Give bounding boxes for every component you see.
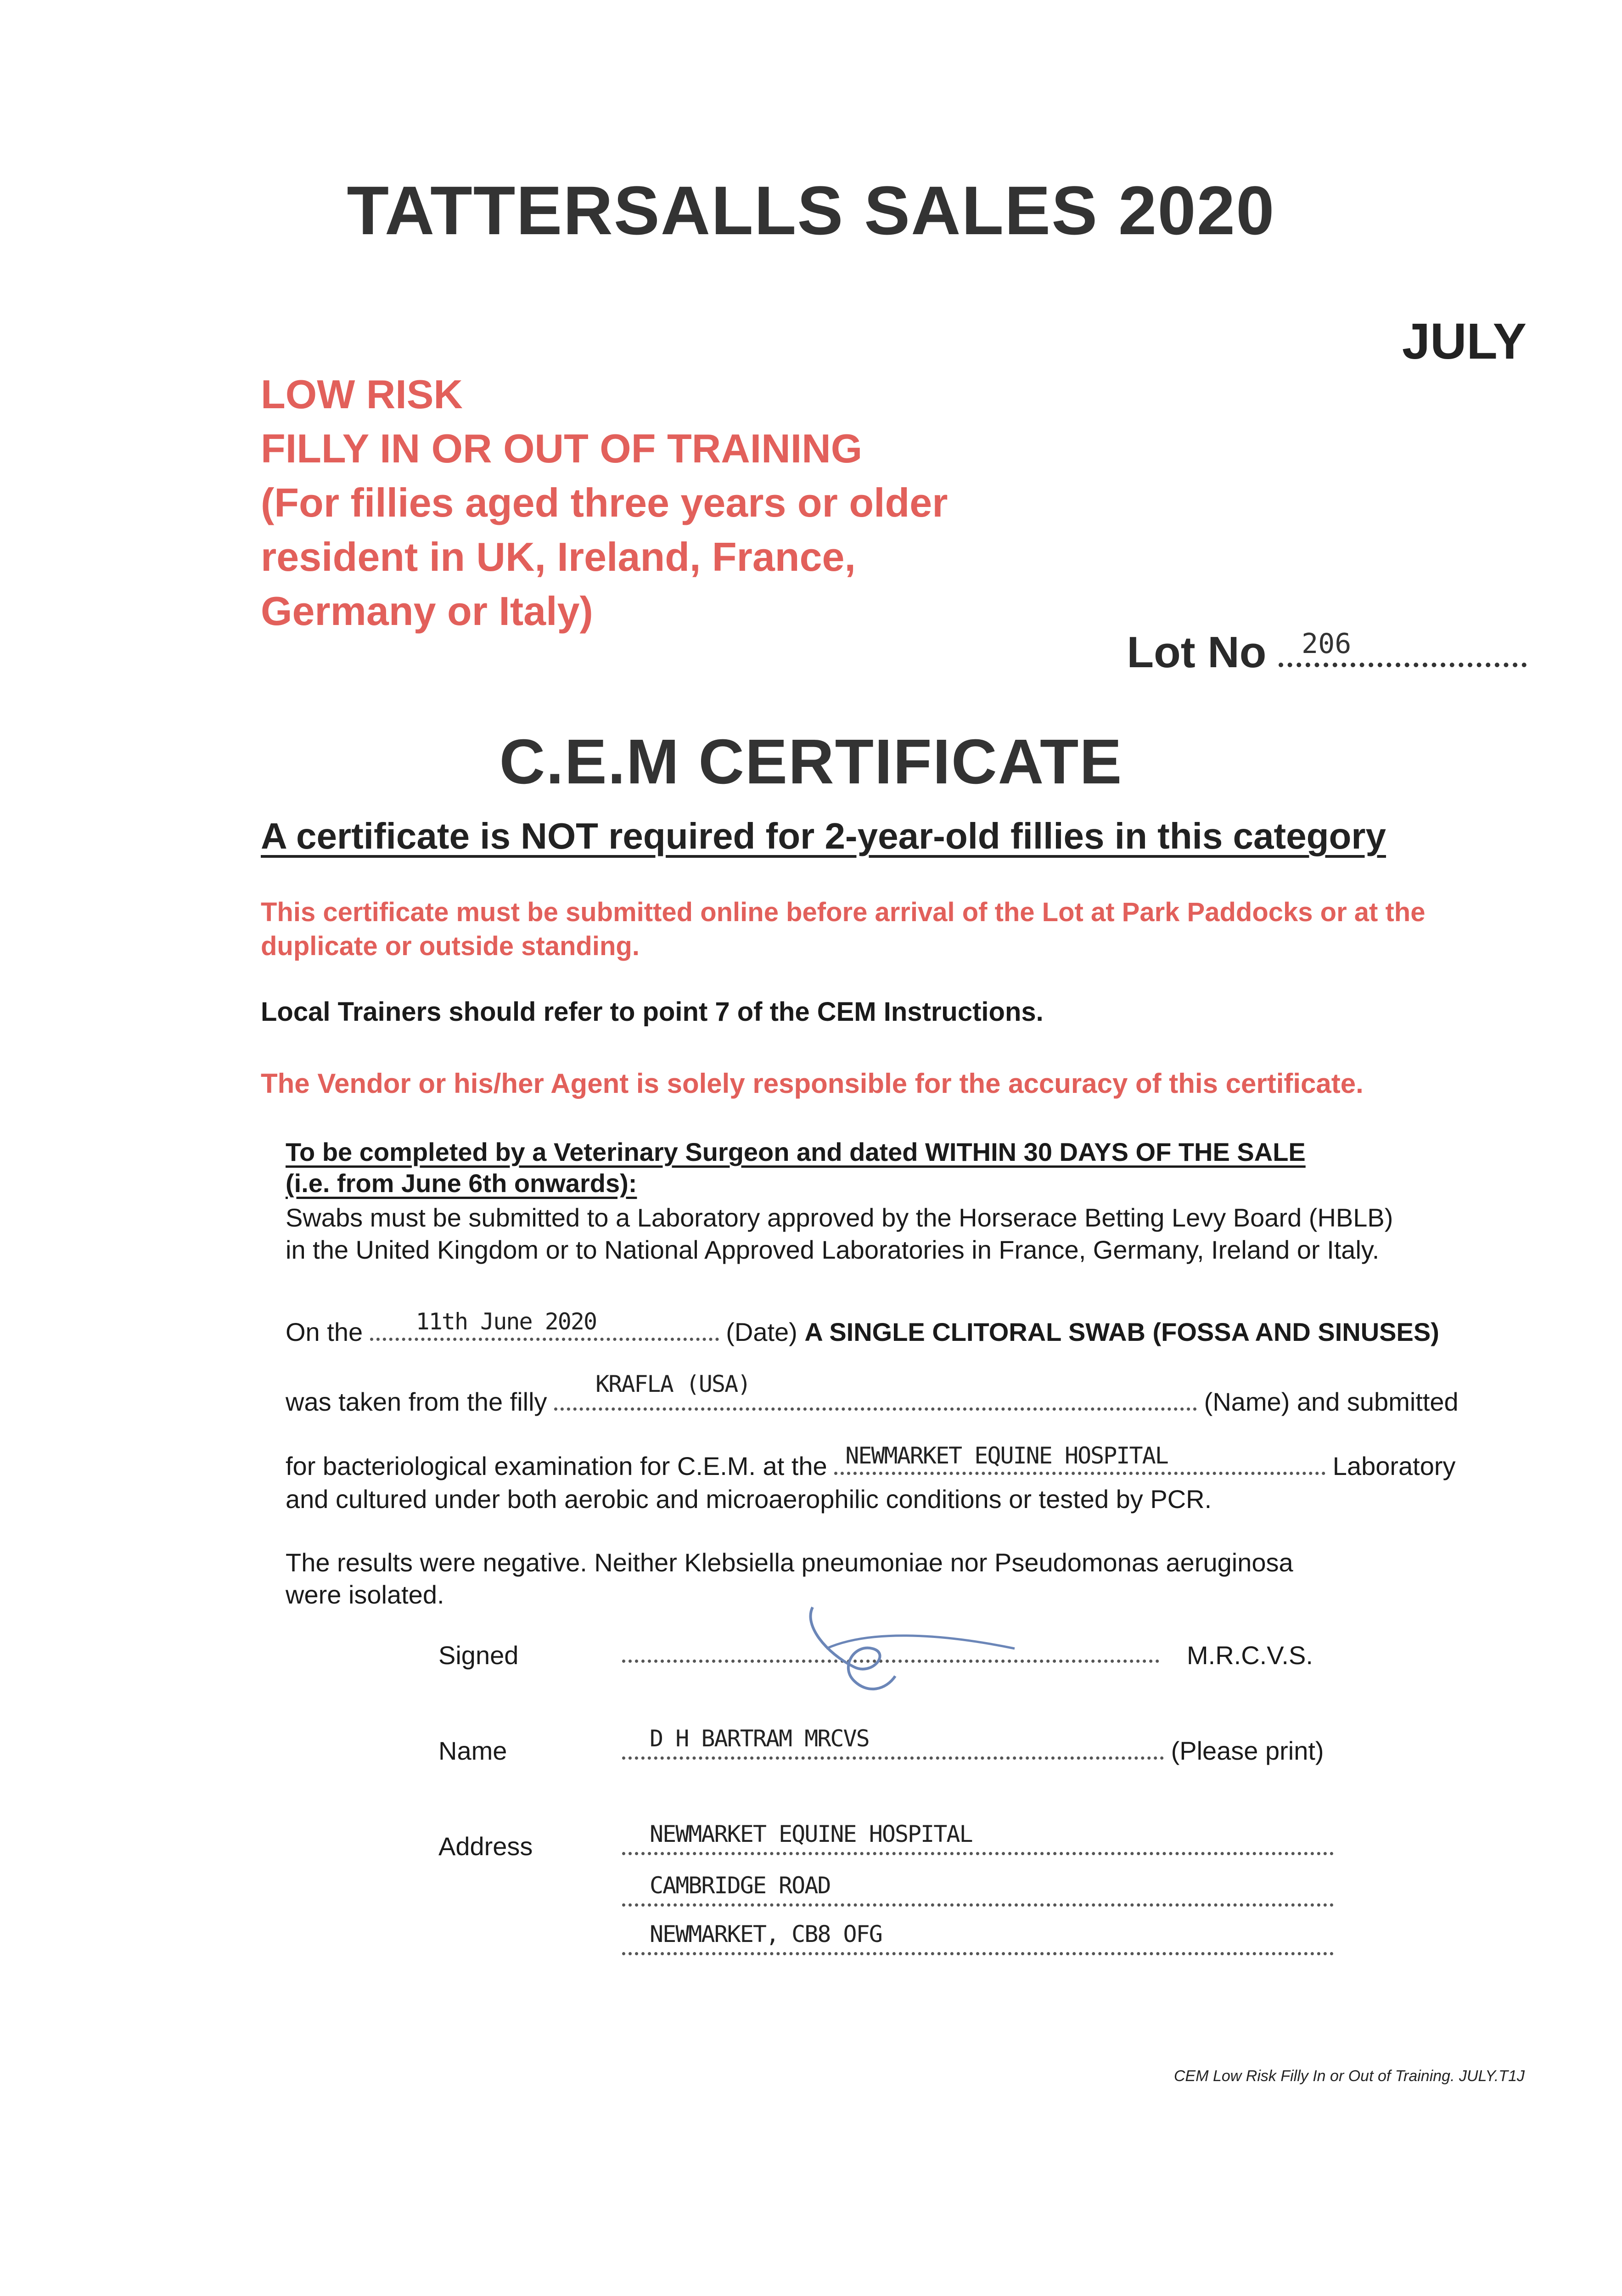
filly-name-field[interactable] [554,1371,1197,1411]
local-trainers-note: Local Trainers should refer to point 7 of the CEM Instructions. [261,997,1044,1027]
category-line: Germany or Italy) [261,588,593,634]
address-line-3 [622,1921,1334,1961]
print-name-value: D H BARTRAM MRCVS [650,1725,869,1752]
lot-value: 206 [1302,628,1352,660]
mrcvs-suffix: M.R.C.V.S. [1187,1641,1313,1670]
exam-label: for bacteriological examination for C.E.M. at the [286,1452,827,1480]
date-value: 11th June 2020 [415,1308,597,1335]
vet-body-line: in the United Kingdom or to National Approved Laboratories in France, Germany, Ireland or Italy. [286,1235,1380,1264]
name-line [622,1725,1324,1766]
address-label: Address [438,1832,533,1861]
swab-text: A SINGLE CLITORAL SWAB (FOSSA AND SINUSES) [804,1317,1439,1346]
on-the-label: On the [286,1317,363,1346]
address-value: CAMBRIDGE ROAD [650,1872,831,1899]
category-line: resident in UK, Ireland, France, [261,534,856,580]
lab-suffix: Laboratory [1332,1452,1456,1480]
date-suffix: (Date) [726,1317,797,1346]
address-line-1 [622,1821,1334,1861]
laboratory-field[interactable] [834,1442,1325,1475]
address-value: NEWMARKET, CB8 OFG [650,1921,882,1947]
signed-label: Signed [438,1641,519,1670]
address-line-2 [622,1872,1334,1913]
lot-number [1127,627,1527,678]
lot-label: Lot No [1127,628,1267,677]
print-name-field[interactable] [622,1725,1164,1760]
address-field-1[interactable] [622,1821,1334,1855]
results-line: The results were negative. Neither Klebsiella pneumoniae nor Pseudomonas aeruginosa [286,1548,1293,1577]
vet-heading [286,1137,1571,1199]
address-field-3[interactable] [622,1921,1334,1955]
category-line: FILLY IN OR OUT OF TRAINING [261,426,863,471]
form-code: CEM Low Risk Filly In or Out of Training. JULY.T1J [1173,2067,1525,2085]
address-field-2[interactable] [622,1872,1334,1907]
results-text [286,1547,1293,1611]
taken-label: was taken from the filly [286,1387,547,1416]
vet-instructions [286,1137,1571,1266]
cultured-text: and cultured under both aerobic and microaerophilic conditions or tested by PCR. [286,1485,1212,1514]
lab-line [286,1442,1456,1481]
submit-online-note: This certificate must be submitted online before arrival of the Lot at Park Paddocks or at the duplicate or outside standing. [261,897,1426,961]
name-suffix: (Name) and submitted [1204,1387,1459,1416]
not-required-note: A certificate is NOT required for 2-year-old fillies in this category [261,816,1386,856]
vet-heading-line: (i.e. from June 6th onwards): [286,1169,637,1198]
signature-scribble [799,1598,1038,1704]
page-title: TATTERSALLS SALES 2020 [347,172,1275,249]
vet-body-line: Swabs must be submitted to a Laboratory approved by the Horserace Betting Levy Board (HBLB) [286,1203,1393,1232]
filly-line [286,1371,1459,1417]
address-value: NEWMARKET EQUINE HOSPITAL [650,1821,972,1847]
date-field[interactable] [370,1308,719,1341]
certificate-title: C.E.M CERTIFICATE [499,726,1123,797]
laboratory-value: NEWMARKET EQUINE HOSPITAL [845,1442,1168,1469]
vendor-responsibility-note: The Vendor or his/her Agent is solely responsible for the accuracy of this certificate. [261,1068,1364,1099]
category-line: (For fillies aged three years or older [261,480,948,525]
filly-name: KRAFLA (USA) [595,1371,751,1397]
vet-heading-line: To be completed by a Veterinary Surgeon and dated WITHIN 30 DAYS OF THE SALE [286,1137,1306,1166]
category-block [261,367,1179,638]
vet-body [286,1202,1571,1266]
results-line: were isolated. [286,1580,444,1609]
please-print-label: (Please print) [1171,1736,1324,1765]
name-label: Name [438,1736,507,1765]
category-line: LOW RISK [261,371,463,417]
sale-month: JULY [1402,313,1527,370]
date-line [286,1308,1439,1347]
lot-field[interactable] [1279,628,1527,667]
